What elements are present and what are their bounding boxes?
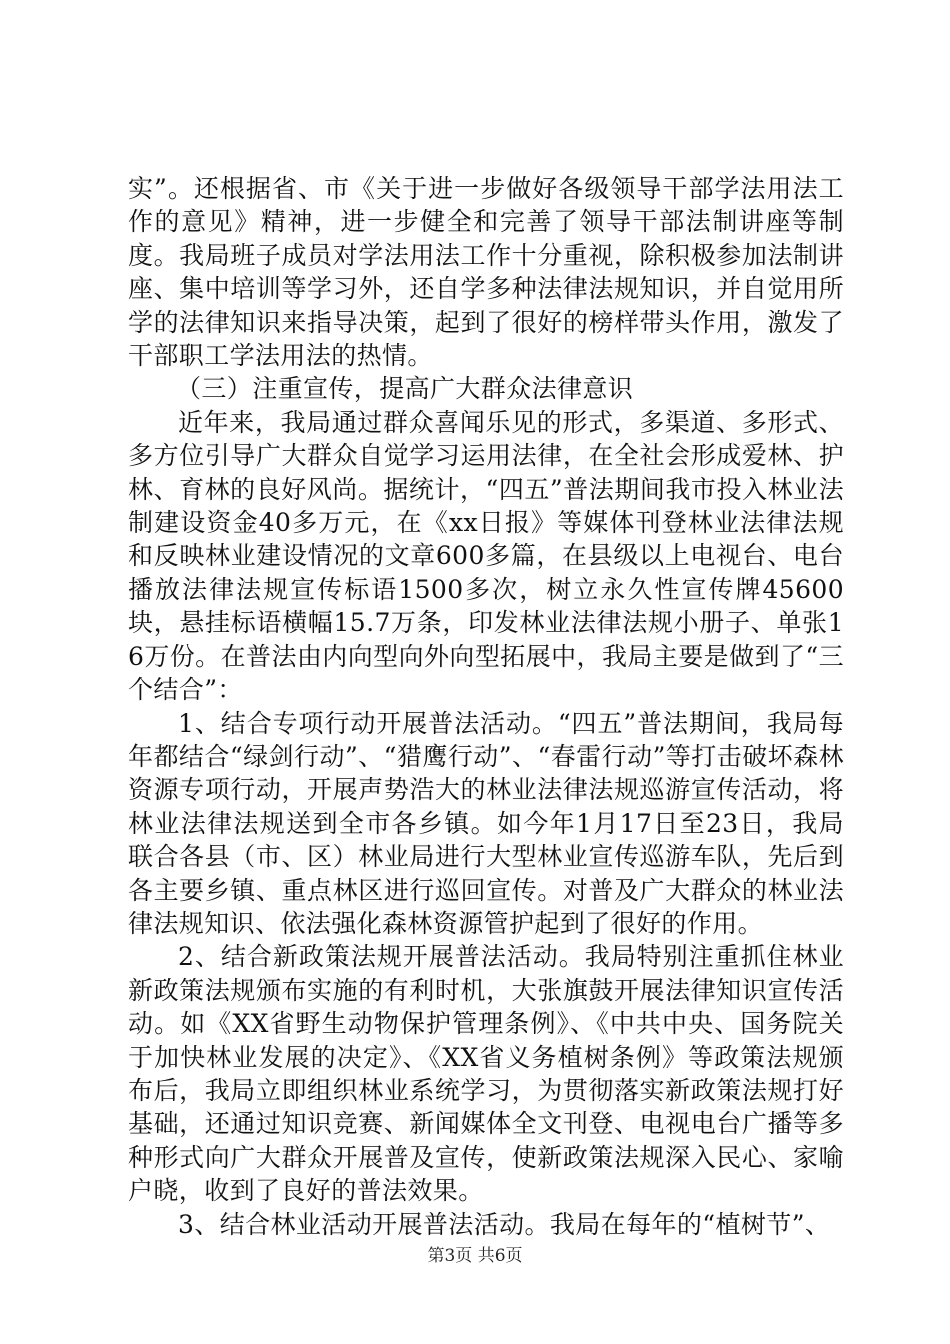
section-heading: （三）注重宣传，提高广大群众法律意识 bbox=[176, 374, 634, 404]
paragraph-continuation: 实”。还根据省、市《关于进一步做好各级领导干部学法用法工作的意见》精神，进一步健全和完善了领导干部法制讲座等制度。我局班子成员对学法用法工作十分重视，除积极参加法制讲座、集中培训等学习外，还自学多种法律法规知识，并自觉用所学的法律知识来指导决策，起到了很好的榜样带头作用，激发了干部职工学法用法的热情。 bbox=[128, 174, 844, 371]
page-number: 第3页 共6页 bbox=[427, 1246, 523, 1266]
paragraph-item-1: 1、结合专项行动开展普法活动。“四五”普法期间，我局每年都结合“绿剑行动”、“猎鹰行动”、“春雷行动”等打击破坏森林资源专项行动，开展声势浩大的林业法律法规巡游宣传活动，将林业法律法规送到全市各乡镇。如今年1月17日至23日，我局联合各县（市、区）林业局进行大型林业宣传巡游车队，先后到各主要乡镇、重点林区进行巡回宣传。对普及广大群众的林业法律法规知识、依法强化森林资源管护起到了很好的作用。 bbox=[128, 708, 844, 938]
document-body bbox=[128, 172, 844, 1241]
paragraph-item-2: 2、结合新政策法规开展普法活动。我局特别注重抓住林业新政策法规颁布实施的有利时机，大张旗鼓开展法律知识宣传活动。如《XX省野生动物保护管理条例》、《中共中央、国务院关于加快林业发展的决定》、《XX省义务植树条例》等政策法规颁布后，我局立即组织林业系统学习，为贯彻落实新政策法规打好基础，还通过知识竞赛、新闻媒体全文刊登、电视电台广播等多种形式向广大群众开展普及宣传，使新政策法规深入民心、家喻户晓，收到了良好的普法效果。 bbox=[128, 942, 844, 1206]
paragraph-publicity-stats: 近年来，我局通过群众喜闻乐见的形式，多渠道、多形式、多方位引导广大群众自觉学习运用法律，在全社会形成爱林、护林、育林的良好风尚。据统计，“四五”普法期间我市投入林业法制建设资金40多万元，在《xx日报》等媒体刊登林业法律法规和反映林业建设情况的文章600多篇，在县级以上电视台、电台播放法律法规宣传标语1500多次，树立永久性宣传牌45600块，悬挂标语横幅15.7万条，印发林业法律法规小册子、单张16万份。在普法由内向型向外向型拓展中，我局主要是做到了“三个结合”： bbox=[128, 407, 844, 705]
page-footer bbox=[0, 1245, 950, 1267]
paragraph-item-3: 3、结合林业活动开展普法活动。我局在每年的“植树节”、 bbox=[178, 1209, 831, 1239]
